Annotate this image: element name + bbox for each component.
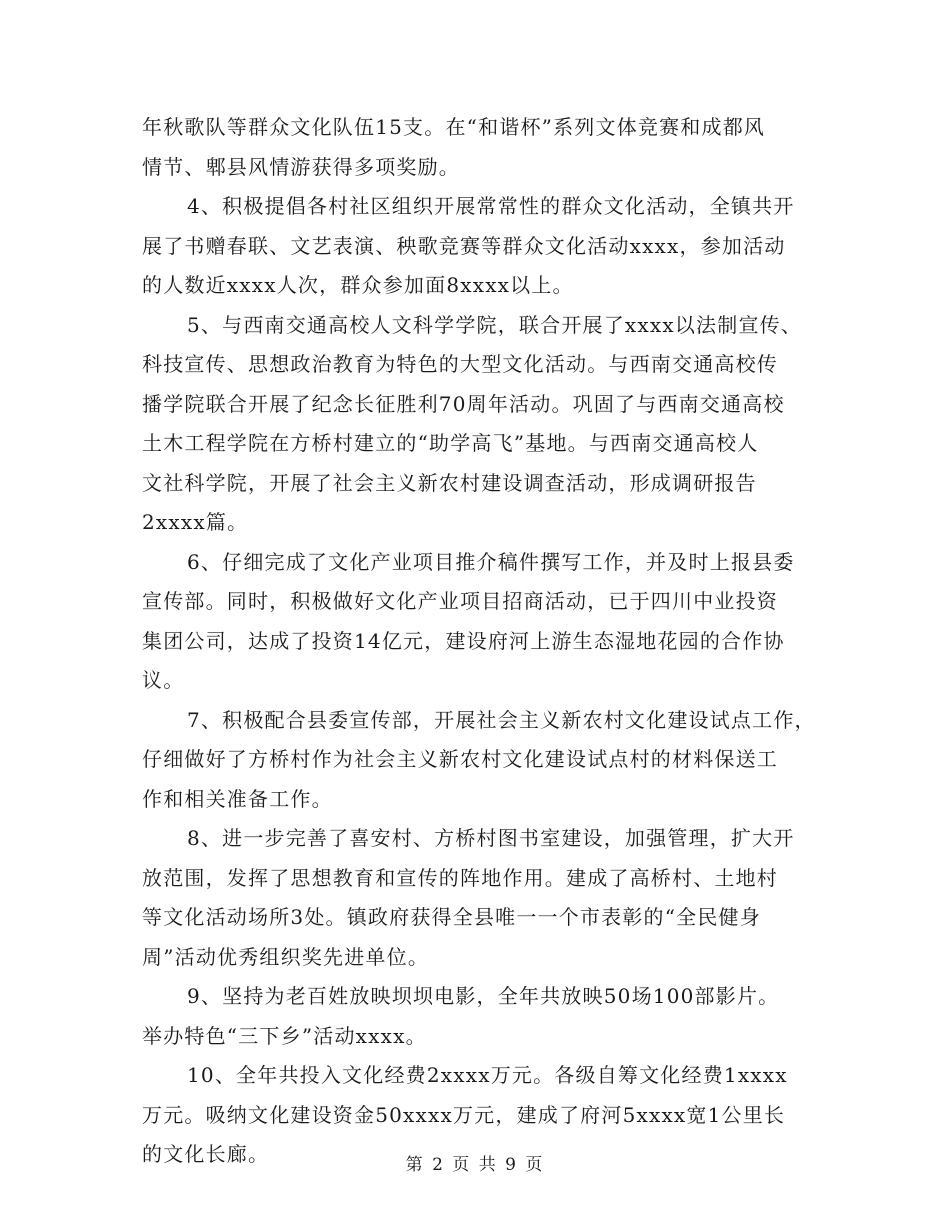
text-line: 情节、郫县风情游获得多项奖励。: [142, 154, 460, 179]
paragraph-first-line: 6、仔细完成了文化产业项目推介稿件撰写工作，并及时上报县委: [187, 549, 795, 574]
text-line: 万元。吸纳文化建设资金50xxxx万元，建成了府河5xxxx宽1公里长: [142, 1102, 786, 1127]
paragraph-first-line: 5、与西南交通高校人文科学学院，联合开展了xxxx以法制宣传、: [187, 312, 803, 337]
text-line: 作和相关准备工作。: [142, 786, 333, 811]
paragraph-first-line: 10、全年共投入文化经费2xxxx万元。各级自筹文化经费1xxxx: [187, 1063, 788, 1087]
paragraph-first-line: 4、积极提倡各村社区组织开展常常性的群众文化活动，全镇共开: [187, 194, 795, 218]
text-line: 集团公司，达成了投资14亿元，建设府河上游生态湿地花园的合作协: [142, 628, 785, 653]
text-line: 科技宣传、思想政治教育为特色的大型文化活动。与西南交通高校传: [142, 352, 778, 376]
text-line: 年秋歌队等群众文化队伍15支。在“和谐杯”系列文体竞赛和成都风: [142, 115, 766, 139]
text-line: 等文化活动场所3处。镇政府获得全县唯一一个市表彰的“全民健身: [142, 905, 761, 929]
text-line: 放范围，发挥了思想教育和宣传的阵地作用。建成了高桥村、土地村: [142, 865, 778, 890]
text-line: 土木工程学院在方桥村建立的“助学高飞”基地。与西南交通高校人: [142, 431, 759, 455]
text-line: 周”活动优秀组织奖先进单位。: [142, 944, 430, 969]
text-line: 的文化长廊。: [142, 1142, 270, 1166]
paragraph-first-line: 9、坚持为老百姓放映坝坝电影，全年共放映50场100部影片。: [187, 984, 780, 1008]
text-line: 仔细做好了方桥村作为社会主义新农村文化建设试点村的材料保送工: [142, 747, 778, 771]
body-text: [142, 108, 822, 1175]
page-number-footer: 第 2 页 共 9 页: [405, 1155, 545, 1175]
text-line: 举办特色“三下乡”活动xxxx。: [142, 1023, 427, 1048]
text-line: 2xxxx篇。: [142, 510, 249, 534]
text-line: 文社科学院，开展了社会主义新农村建设调查活动，形成调研报告: [142, 470, 757, 495]
text-line: 的人数近xxxx人次，群众参加面8xxxx以上。: [142, 273, 574, 297]
text-line: 播学院联合开展了纪念长征胜利70周年活动。巩固了与西南交通高校: [142, 391, 785, 416]
paragraph-first-line: 7、积极配合县委宣传部，开展社会主义新农村文化建设试点工作，: [187, 707, 816, 732]
text-line: 议。: [142, 668, 185, 692]
paragraph-first-line: 8、进一步完善了喜安村、方桥村图书室建设，加强管理，扩大开: [187, 826, 795, 850]
text-line: 展了书赠春联、文艺表演、秧歌竞赛等群众文化活动xxxx，参加活动: [142, 233, 786, 258]
text-line: 宣传部。同时，积极做好文化产业项目招商活动，已于四川中业投资: [142, 589, 778, 613]
